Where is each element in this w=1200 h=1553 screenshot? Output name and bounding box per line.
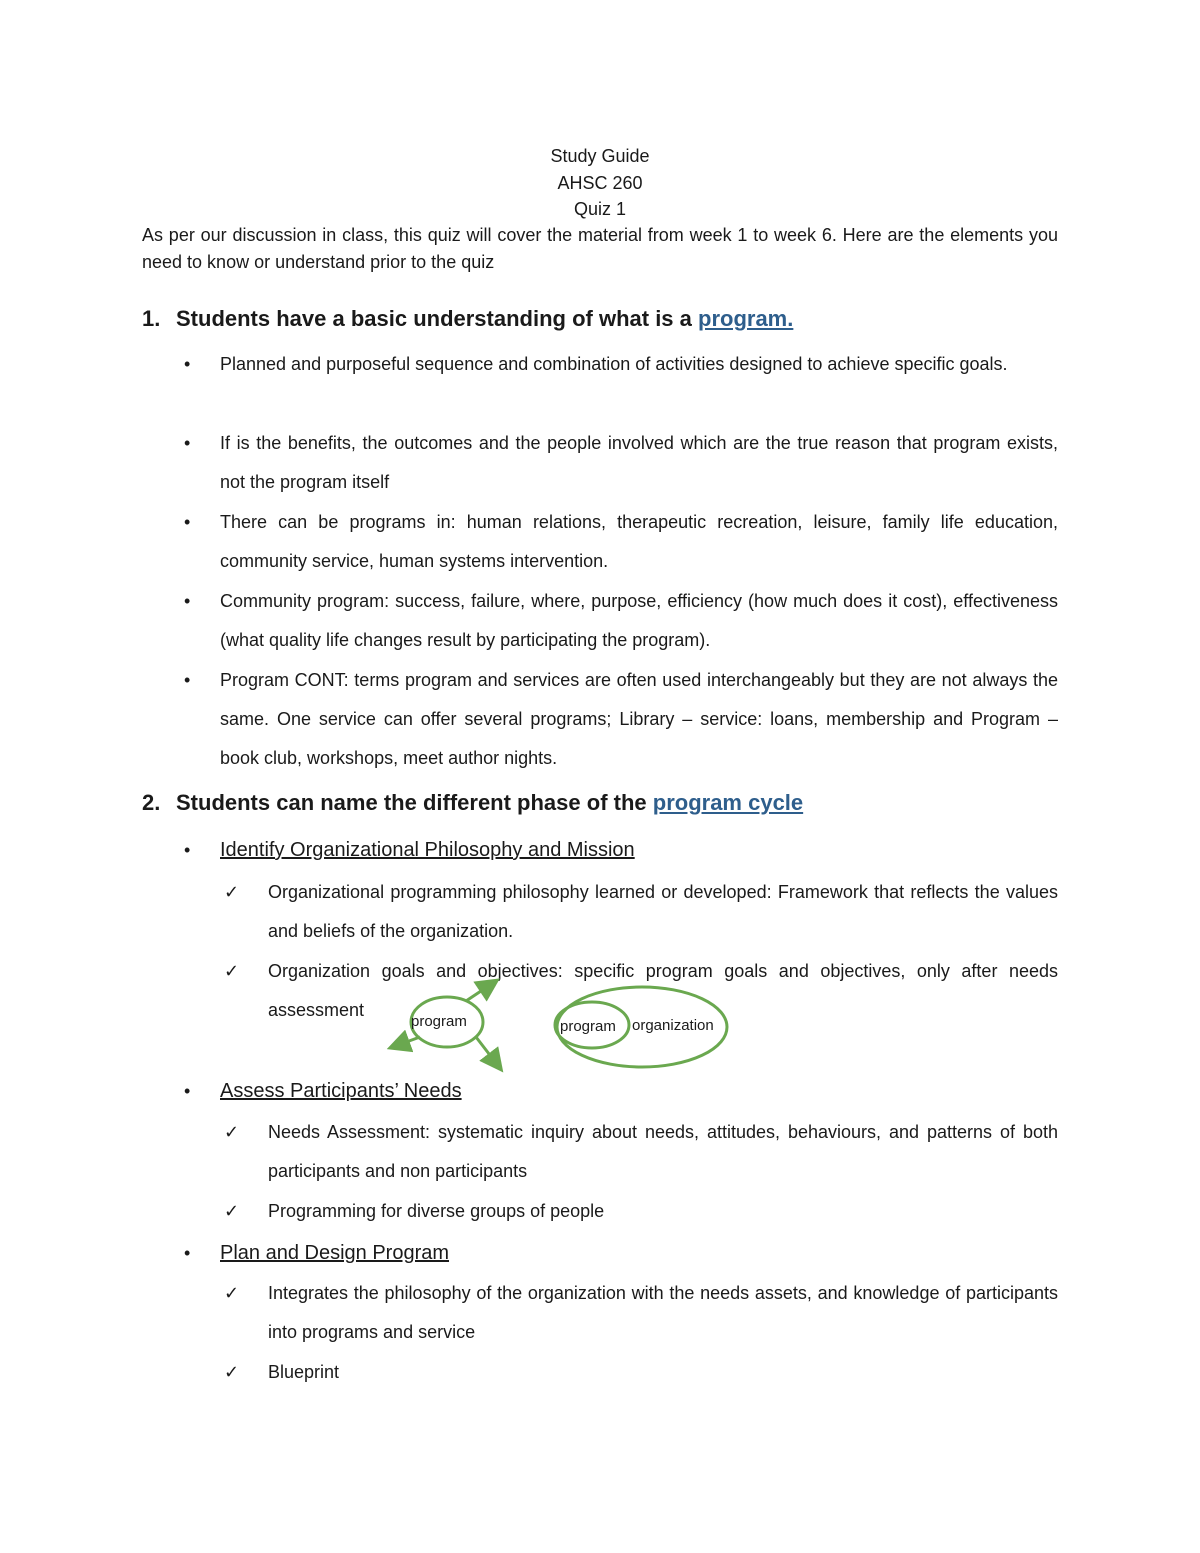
diagram-label-organization: organization	[632, 1017, 714, 1034]
document-title: Study Guide	[550, 146, 650, 166]
section-2-link[interactable]: program cycle	[652, 790, 804, 815]
section-1-bullet: • Program CONT: terms program and services are often used interchangeably but they are not always the same. One service can offer several programs; Library – service: loans, membership and Program – book club, workshops, meet author nights.	[220, 661, 1058, 778]
phase-heading: • Plan and Design Program	[220, 1239, 1058, 1267]
phase-heading: • Identify Organizational Philosophy and Mission	[220, 836, 1058, 864]
quiz-label: Quiz 1	[573, 199, 627, 219]
course-code: AHSC 260	[557, 173, 643, 193]
section-2-heading	[142, 788, 1058, 818]
phase-item: ✓ Organizational programming philosophy learned or developed: Framework that reflects the values and beliefs of the organization.	[268, 873, 1058, 951]
bullet-dot-icon: •	[184, 354, 191, 374]
bullet-dot-icon: •	[184, 433, 191, 453]
phase-item: ✓ Organization goals and objectives: specific program goals and objectives, only after needs assessment	[268, 952, 1058, 1030]
arrow-down-right-icon	[476, 1037, 496, 1063]
bullet-dot-icon: •	[184, 840, 191, 860]
section-2-text: Students can name the different phase of the	[176, 790, 653, 815]
program-diagram	[380, 975, 750, 1075]
section-1-bullet: • Planned and purposeful sequence and combination of activities designed to achieve specific goals.	[220, 345, 1058, 384]
program-arrow-diagram	[398, 985, 496, 1063]
section-1-number: 1.	[142, 306, 161, 331]
bullet-dot-icon: •	[184, 670, 191, 690]
phase-heading: • Assess Participants’ Needs	[220, 1077, 1058, 1105]
bullet-dot-icon: •	[184, 591, 191, 611]
section-1-link[interactable]: program.	[698, 306, 794, 331]
phase-item: ✓ Integrates the philosophy of the organization with the needs assets, and knowledge of participants into programs and service	[268, 1274, 1058, 1352]
section-1-bullet: • There can be programs in: human relations, therapeutic recreation, leisure, family life education, community service, human systems intervention.	[220, 503, 1058, 581]
bullet-dot-icon: •	[184, 512, 191, 532]
checkmark-icon: ✓	[224, 1122, 240, 1142]
arrow-up-right-icon	[466, 985, 490, 1001]
checkmark-icon: ✓	[224, 1283, 240, 1303]
phase-item: ✓ Programming for diverse groups of people	[268, 1192, 1058, 1231]
section-1-heading	[142, 304, 1058, 334]
checkmark-icon: ✓	[224, 1201, 240, 1221]
intro-paragraph: As per our discussion in class, this quiz will cover the material from week 1 to week 6. Here are the elements you need to know or understand prior to the quiz	[142, 225, 1058, 272]
program-organization-diagram	[555, 987, 727, 1067]
bullet-dot-icon: •	[184, 1243, 191, 1263]
section-2-number: 2.	[142, 790, 161, 815]
phase-item: ✓ Blueprint	[268, 1353, 1058, 1392]
section-1-bullet: • If is the benefits, the outcomes and the people involved which are the true reason that program exists, not the program itself	[220, 424, 1058, 502]
phase-item: ✓ Needs Assessment: systematic inquiry about needs, attitudes, behaviours, and patterns of both participants and non participants	[268, 1113, 1058, 1191]
diagram-label-program: program	[411, 1013, 467, 1030]
checkmark-icon: ✓	[224, 882, 240, 902]
bullet-dot-icon: •	[184, 1081, 191, 1101]
diagram-label-program-inner: program	[560, 1018, 616, 1035]
section-1-text: Students have a basic understanding of what is a	[176, 306, 698, 331]
section-1-bullet: • Community program: success, failure, where, purpose, efficiency (how much does it cost), effectiveness (what quality life changes result by participating the program).	[220, 582, 1058, 660]
checkmark-icon: ✓	[224, 961, 240, 981]
arrow-left-icon	[398, 1037, 420, 1045]
checkmark-icon: ✓	[224, 1362, 240, 1382]
